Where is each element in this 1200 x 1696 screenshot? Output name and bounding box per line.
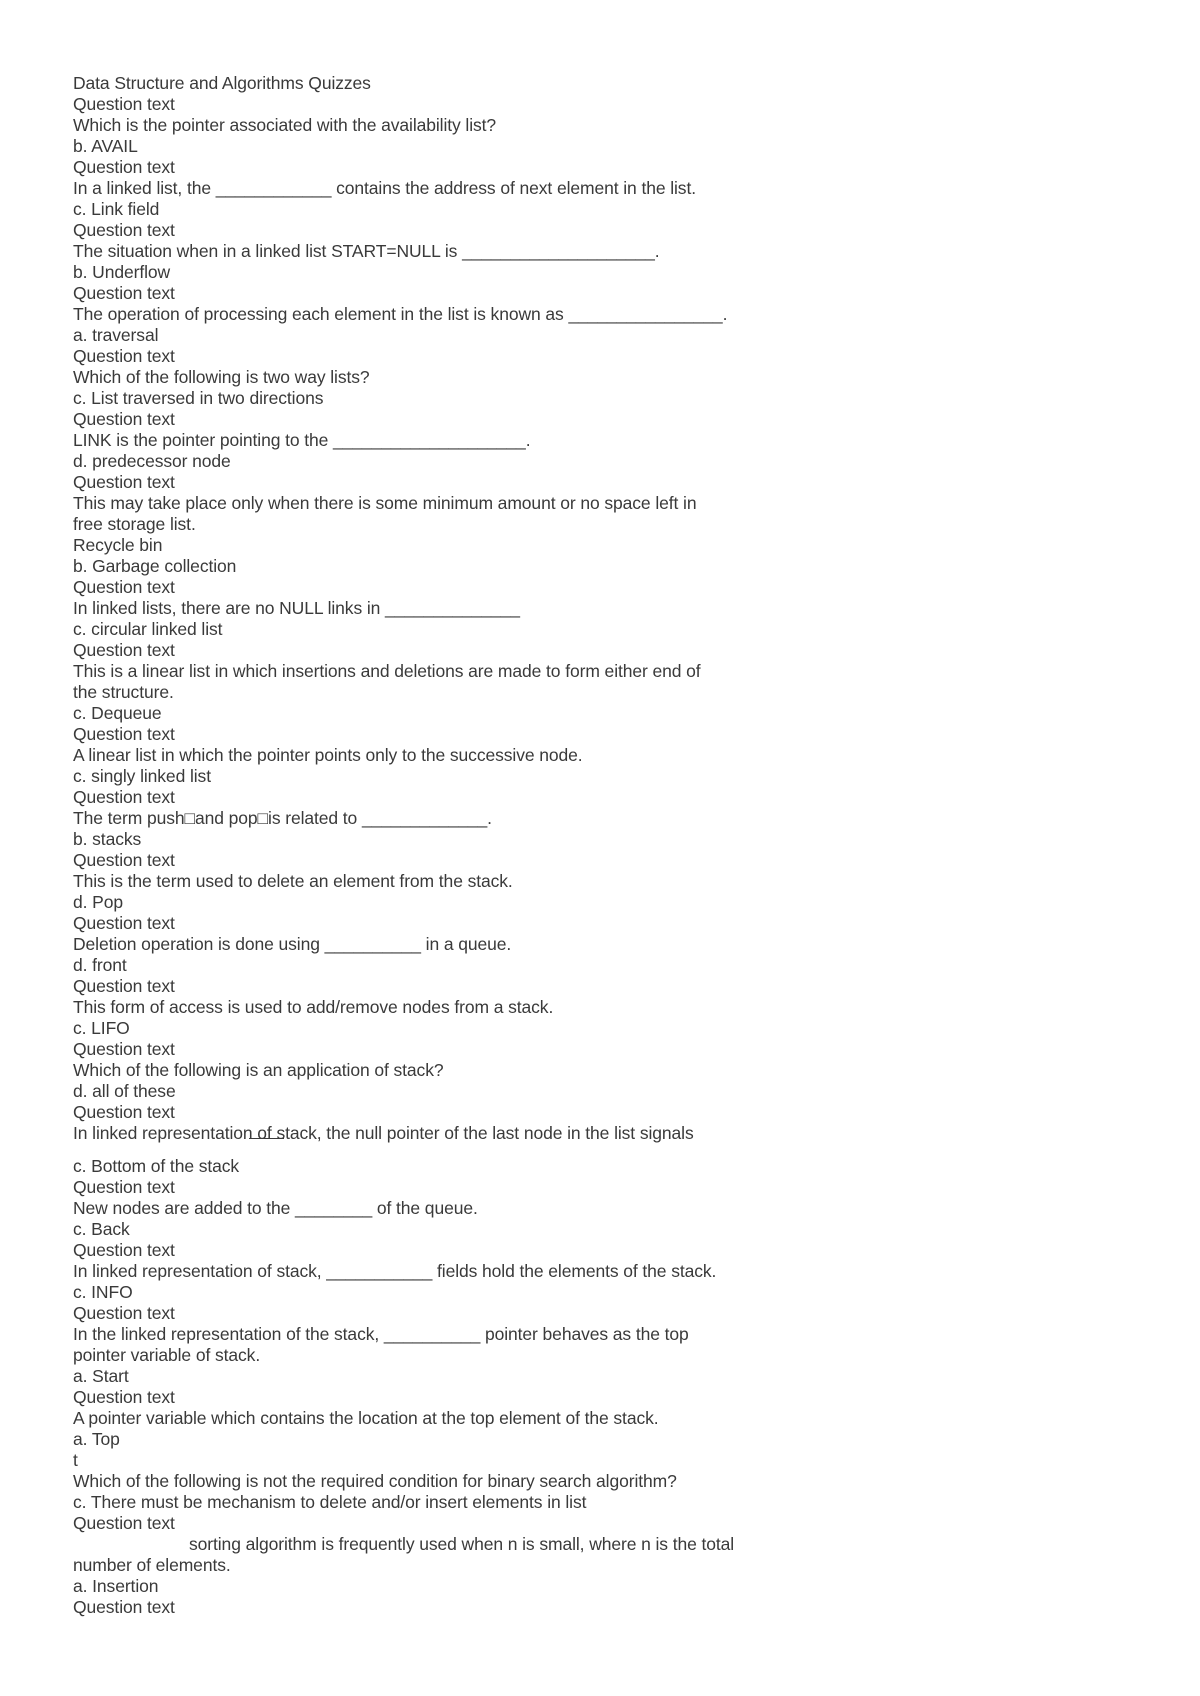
quiz-line: Question text	[73, 1597, 175, 1617]
quiz-line: In the linked representation of the stack, __________ pointer behaves as the top	[73, 1324, 689, 1344]
quiz-lines-part-3	[73, 1555, 1133, 1618]
quiz-line: The term push□and pop□is related to _____________.	[73, 808, 492, 828]
quiz-line: Question text	[73, 577, 175, 597]
quiz-line: free storage list.	[73, 514, 196, 534]
quiz-line: New nodes are added to the ________ of the queue.	[73, 1198, 478, 1218]
quiz-line: A linear list in which the pointer points only to the successive node.	[73, 745, 583, 765]
quiz-line: Question text	[73, 1303, 175, 1323]
quiz-line: This may take place only when there is some minimum amount or no space left in	[73, 493, 697, 513]
quiz-line: Question text	[73, 1513, 175, 1533]
quiz-line: Question text	[73, 409, 175, 429]
quiz-line: c. Dequeue	[73, 703, 162, 723]
quiz-line: b. Garbage collection	[73, 556, 237, 576]
quiz-line: Question text	[73, 94, 175, 114]
quiz-line: c. singly linked list	[73, 766, 211, 786]
indented-quiz-line: sorting algorithm is frequently used when n is small, where n is the total	[189, 1534, 735, 1554]
quiz-line: Question text	[73, 724, 175, 744]
blank-underline	[249, 1138, 284, 1139]
quiz-line: c. Link field	[73, 199, 160, 219]
quiz-line: a. Start	[73, 1366, 129, 1386]
quiz-line: d. Pop	[73, 892, 123, 912]
quiz-line: Question text	[73, 472, 175, 492]
quiz-line: Which of the following is not the required condition for binary search algorithm?	[73, 1471, 677, 1491]
quiz-lines-part-1	[73, 94, 1133, 1144]
quiz-line: a. Top	[73, 1429, 120, 1449]
quiz-line: Deletion operation is done using __________ in a queue.	[73, 934, 512, 954]
quiz-line: Question text	[73, 640, 175, 660]
quiz-line: Recycle bin	[73, 535, 163, 555]
quiz-line: the structure.	[73, 682, 174, 702]
quiz-line: In a linked list, the ____________ contains the address of next element in the list.	[73, 178, 696, 198]
quiz-line: b. AVAIL	[73, 136, 138, 156]
quiz-line: Question text	[73, 787, 175, 807]
quiz-line: Question text	[73, 1102, 175, 1122]
quiz-line: Question text	[73, 1387, 175, 1407]
quiz-line: Which of the following is an application of stack?	[73, 1060, 444, 1080]
quiz-line: The operation of processing each element in the list is known as ________________.	[73, 304, 728, 324]
quiz-line: This is the term used to delete an element from the stack.	[73, 871, 513, 891]
quiz-line: d. front	[73, 955, 127, 975]
quiz-line: c. Back	[73, 1219, 130, 1239]
quiz-line: d. all of these	[73, 1081, 176, 1101]
quiz-line: The situation when in a linked list START=NULL is ____________________.	[73, 241, 660, 261]
quiz-line: Question text	[73, 976, 175, 996]
quiz-line: number of elements.	[73, 1555, 231, 1575]
quiz-line: d. predecessor node	[73, 451, 231, 471]
quiz-line: Question text	[73, 850, 175, 870]
quiz-line: Question text	[73, 1039, 175, 1059]
quiz-line: a. Insertion	[73, 1576, 159, 1596]
quiz-lines-part-2	[73, 1156, 1133, 1534]
quiz-line: c. INFO	[73, 1282, 133, 1302]
quiz-line: c. Bottom of the stack	[73, 1156, 240, 1176]
quiz-line: Question text	[73, 913, 175, 933]
quiz-line: In linked representation of stack, ___________ fields hold the elements of the stack.	[73, 1261, 717, 1281]
quiz-line: c. circular linked list	[73, 619, 223, 639]
quiz-line: In linked representation of stack, the null pointer of the last node in the list signals	[73, 1123, 694, 1143]
quiz-line: b. Underflow	[73, 262, 171, 282]
quiz-line: Question text	[73, 346, 175, 366]
quiz-line: Question text	[73, 1177, 175, 1197]
quiz-line: Question text	[73, 283, 175, 303]
quiz-line: Which is the pointer associated with the availability list?	[73, 115, 497, 135]
quiz-line: A pointer variable which contains the location at the top element of the stack.	[73, 1408, 659, 1428]
quiz-line: Question text	[73, 157, 175, 177]
quiz-line: c. List traversed in two directions	[73, 388, 324, 408]
quiz-line: b. stacks	[73, 829, 142, 849]
quiz-line: Which of the following is two way lists?	[73, 367, 370, 387]
quiz-line: Question text	[73, 220, 175, 240]
quiz-line: t	[73, 1450, 78, 1470]
document-page	[73, 73, 1133, 1618]
document-title: Data Structure and Algorithms Quizzes	[73, 73, 371, 93]
quiz-line: pointer variable of stack.	[73, 1345, 261, 1365]
blank-underline-line	[73, 1144, 1133, 1156]
quiz-line: This is a linear list in which insertions and deletions are made to form either end of	[73, 661, 701, 681]
quiz-line: c. LIFO	[73, 1018, 130, 1038]
quiz-line: In linked lists, there are no NULL links in ______________	[73, 598, 520, 618]
quiz-line: LINK is the pointer pointing to the ____________________.	[73, 430, 531, 450]
quiz-line: a. traversal	[73, 325, 159, 345]
quiz-line: c. There must be mechanism to delete and/or insert elements in list	[73, 1492, 587, 1512]
quiz-line: Question text	[73, 1240, 175, 1260]
quiz-line: This form of access is used to add/remove nodes from a stack.	[73, 997, 554, 1017]
